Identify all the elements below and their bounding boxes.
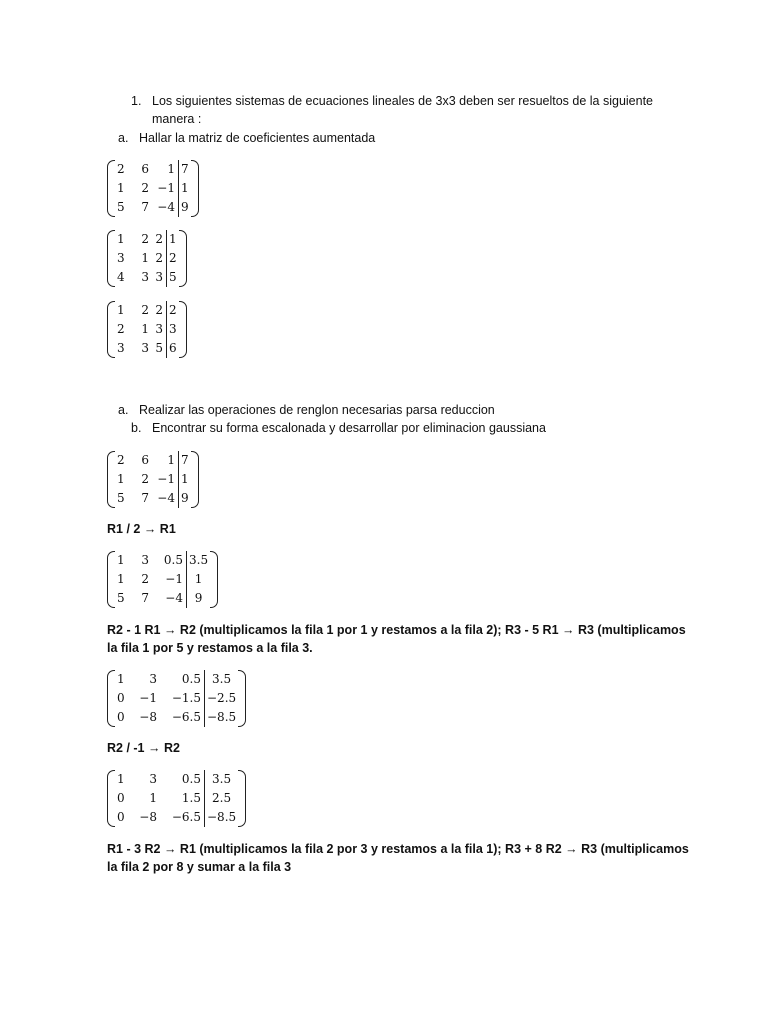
matrix-cell: −4 xyxy=(157,200,175,214)
matrix-cell: 1 xyxy=(181,181,189,195)
matrix-cell: 3 xyxy=(149,672,157,686)
item-1-line-1: Los siguientes sistemas de ecuaciones lineales de 3x3 deben ser resueltos de la siguiente xyxy=(152,94,654,108)
matrix-cell: 3.5 xyxy=(189,553,209,567)
matrix-cell: 2 xyxy=(155,251,163,265)
augmented-matrix-2 xyxy=(107,230,187,287)
step-matrix-after-r1-div-2 xyxy=(107,551,218,608)
matrix-cell: 1.5 xyxy=(181,791,201,805)
augmented-matrix-3 xyxy=(107,301,187,358)
matrix-cell: 5 xyxy=(117,491,125,505)
left-paren xyxy=(107,451,115,508)
matrix-cell: 2 xyxy=(141,181,149,195)
matrix-cell: −2.5 xyxy=(207,691,237,705)
right-paren xyxy=(238,670,246,727)
matrix-cell: −8.5 xyxy=(207,810,237,824)
matrix-cell: 2 xyxy=(155,232,163,246)
matrix-cell: 1 xyxy=(169,232,177,246)
matrix-cell: 1 xyxy=(141,322,149,336)
matrix-cell: 6 xyxy=(141,162,149,176)
matrix-cell: 2 xyxy=(169,251,177,265)
matrix-cell: 2 xyxy=(155,303,163,317)
matrix-cell: −6.5 xyxy=(171,710,201,724)
matrix-cell: 2 xyxy=(141,232,149,246)
matrix-cell: 0.5 xyxy=(181,772,201,786)
matrix-cell: 1 xyxy=(141,251,149,265)
matrix-cell: −1 xyxy=(157,181,175,195)
matrix-cell: 1 xyxy=(117,303,125,317)
right-paren xyxy=(179,230,187,287)
matrix-cell: 5 xyxy=(117,200,125,214)
step-matrix-after-col1-elimination xyxy=(107,670,246,727)
matrix-cell: 3.5 xyxy=(212,772,232,786)
matrix-cell: −8 xyxy=(139,810,157,824)
left-paren xyxy=(107,301,115,358)
matrix-cell: 1 xyxy=(194,572,203,586)
step-matrix-initial xyxy=(107,451,199,508)
left-paren xyxy=(107,770,115,827)
right-paren xyxy=(191,160,199,217)
matrix-cell: 2 xyxy=(117,453,125,467)
item-b-letter: b. xyxy=(131,421,142,435)
matrix-cell: 3 xyxy=(117,251,125,265)
matrix-cell: 3 xyxy=(141,270,149,284)
item-1-line-2: manera : xyxy=(152,112,202,126)
matrix-cell: −4 xyxy=(165,591,183,605)
matrix-cell: −8 xyxy=(139,710,157,724)
matrix-cell: −6.5 xyxy=(171,810,201,824)
matrix-cell: 3 xyxy=(141,553,149,567)
matrix-cell: 7 xyxy=(181,453,189,467)
matrix-cell: 2 xyxy=(117,322,125,336)
matrix-cell: 3.5 xyxy=(212,672,232,686)
step-label-eliminate-col1-line-2: la fila 1 por 5 y restamos a la fila 3. xyxy=(107,641,313,655)
matrix-cell: 9 xyxy=(194,591,203,605)
right-paren xyxy=(210,551,218,608)
matrix-cell: −8.5 xyxy=(207,710,237,724)
left-paren xyxy=(107,670,115,727)
item-a2-letter: a. xyxy=(118,403,129,417)
left-paren xyxy=(107,160,115,217)
matrix-cell: 1 xyxy=(117,553,125,567)
left-paren xyxy=(107,551,115,608)
matrix-cell: 3 xyxy=(155,270,163,284)
matrix-cell: 7 xyxy=(141,591,149,605)
matrix-cell: 6 xyxy=(169,341,177,355)
matrix-cell: 0 xyxy=(117,710,125,724)
step-label-eliminate-col2-line-1: R1 - 3 R2 → R1 (multiplicamos la fila 2 por 3 y restamos a la fila 1); R3 + 8 R2 → R3 (multiplicamos xyxy=(107,842,689,856)
matrix-cell: 7 xyxy=(141,200,149,214)
matrix-cell: 2 xyxy=(141,572,149,586)
matrix-cell: 1 xyxy=(181,472,189,486)
matrix-cell: −4 xyxy=(157,491,175,505)
matrix-cell: 9 xyxy=(181,491,189,505)
matrix-cell: −1 xyxy=(157,472,175,486)
matrix-cell: −1 xyxy=(165,572,183,586)
matrix-cell: 7 xyxy=(141,491,149,505)
step-label-eliminate-col2-line-2: la fila 2 por 8 y sumar a la fila 3 xyxy=(107,860,292,874)
matrix-cell: 0 xyxy=(117,791,125,805)
matrix-cell: 3 xyxy=(141,341,149,355)
matrix-cell: 1 xyxy=(149,791,157,805)
matrix-cell: 2 xyxy=(141,303,149,317)
right-paren xyxy=(238,770,246,827)
matrix-cell: 1 xyxy=(117,572,125,586)
matrix-cell: 1 xyxy=(117,672,125,686)
matrix-cell: 1 xyxy=(117,772,125,786)
matrix-cell: 1 xyxy=(117,472,125,486)
step-label-eliminate-col1-line-1: R2 - 1 R1 → R2 (multiplicamos la fila 1 por 1 y restamos a la fila 2); R3 - 5 R1 → R3 (multiplicamos xyxy=(107,623,686,637)
matrix-cell: 3 xyxy=(169,322,177,336)
matrix-cell: 0 xyxy=(117,810,125,824)
matrix-cell: 2 xyxy=(169,303,177,317)
step-matrix-after-r2-div-neg1 xyxy=(107,770,246,827)
matrix-cell: 0.5 xyxy=(163,553,183,567)
matrix-cell: 0.5 xyxy=(181,672,201,686)
matrix-cell: 2 xyxy=(117,162,125,176)
matrix-cell: 7 xyxy=(181,162,189,176)
matrix-cell: 1 xyxy=(167,162,175,176)
matrix-cell: 5 xyxy=(169,270,177,284)
matrix-cell: −1.5 xyxy=(171,691,201,705)
matrix-cell: −1 xyxy=(139,691,157,705)
matrix-cell: 5 xyxy=(155,341,163,355)
item-a1-letter: a. xyxy=(118,131,129,145)
matrix-cell: 9 xyxy=(181,200,189,214)
matrix-cell: 2.5 xyxy=(212,791,232,805)
matrix-cell: 3 xyxy=(117,341,125,355)
matrix-cell: 4 xyxy=(117,270,125,284)
matrix-cell: 5 xyxy=(117,591,125,605)
matrix-cell: 2 xyxy=(141,472,149,486)
step-label-r1-div-2: R1 / 2 → R1 xyxy=(107,522,176,536)
matrix-cell: 1 xyxy=(117,181,125,195)
matrix-cell: 3 xyxy=(149,772,157,786)
left-paren xyxy=(107,230,115,287)
step-label-r2-div-neg1: R2 / -1 → R2 xyxy=(107,741,180,755)
matrix-cell: 6 xyxy=(141,453,149,467)
augmented-matrix-1 xyxy=(107,160,199,217)
matrix-cell: 3 xyxy=(155,322,163,336)
matrix-cell: 1 xyxy=(167,453,175,467)
item-b-text: Encontrar su forma escalonada y desarrollar por eliminacion gaussiana xyxy=(152,421,546,435)
item-a1-text: Hallar la matriz de coeficientes aumentada xyxy=(139,131,376,145)
right-paren xyxy=(179,301,187,358)
item-1-number: 1. xyxy=(131,94,142,108)
item-a2-text: Realizar las operaciones de renglon necesarias parsa reduccion xyxy=(139,403,495,417)
matrix-cell: 0 xyxy=(117,691,125,705)
right-paren xyxy=(191,451,199,508)
matrix-cell: 1 xyxy=(117,232,125,246)
